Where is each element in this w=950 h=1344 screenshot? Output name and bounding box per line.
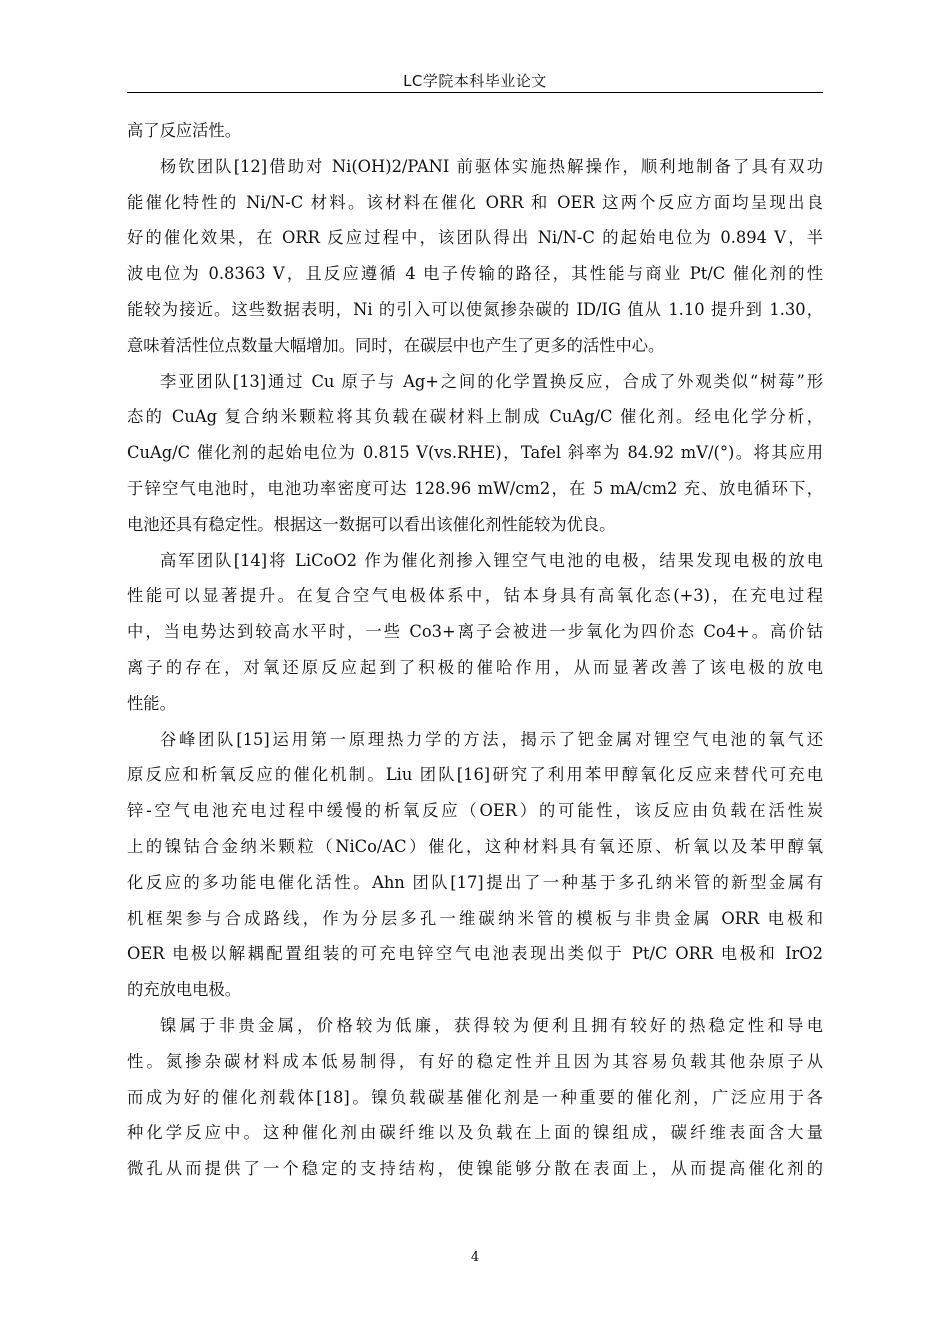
text-line: 好的催化效果，在 ORR 反应过程中，该团队得出 Ni/N-C 的起始电位为 0.894 V，半 bbox=[127, 228, 823, 248]
text-line: 性能。 bbox=[127, 693, 176, 713]
text-line: 高军团队[14]将 LiCoO2 作为催化剂掺入锂空气电池的电极，结果发现电极的放电 bbox=[160, 550, 823, 570]
text-line: 镍属于非贵金属，价格较为低廉，获得较为便利且拥有较好的热稳定性和导电 bbox=[160, 1015, 823, 1035]
text-line: 锌-空气电池充电过程中缓慢的析氧反应（OER）的可能性，该反应由负载在活性炭 bbox=[127, 801, 823, 821]
text-line: 谷峰团队[15]运用第一原理热力学的方法，揭示了钯金属对锂空气电池的氧气还 bbox=[160, 729, 823, 749]
text-line: 而成为好的催化剂载体[18]。镍负载碳基催化剂是一种重要的催化剂，广泛应用于各 bbox=[127, 1087, 823, 1107]
text-line: OER 电极以解耦配置组装的可充电锌空气电池表现出类似于 Pt/C ORR 电极和 IrO2 bbox=[127, 944, 823, 964]
text-line: 上的镍钴合金纳米颗粒（NiCo/AC）催化，这种材料具有氧还原、析氧以及苯甲醇氧 bbox=[127, 836, 823, 856]
body-text bbox=[127, 113, 823, 1187]
text-line: 原反应和析氧反应的催化机制。Liu 团队[16]研究了利用苯甲醇氧化反应来替代可充电 bbox=[127, 765, 823, 785]
text-line: 电池还具有稳定性。根据这一数据可以看出该催化剂性能较为优良。 bbox=[127, 514, 616, 534]
text-line: 态的 CuAg 复合纳米颗粒将其负载在碳材料上制成 CuAg/C 催化剂。经电化学分析， bbox=[127, 407, 823, 427]
running-header: LC学院本科毕业论文 bbox=[403, 72, 547, 90]
page-number: 4 bbox=[470, 1250, 480, 1265]
text-line: 于锌空气电池时，电池功率密度可达 128.96 mW/cm2，在 5 mA/cm2 充、放电循环下， bbox=[127, 478, 823, 498]
text-line: 意味着活性位点数量大幅增加。同时，在碳层中也产生了更多的活性中心。 bbox=[127, 335, 665, 355]
header-rule bbox=[127, 92, 823, 93]
text-line: 波电位为 0.8363 V，且反应遵循 4 电子传输的路径，其性能与商业 Pt/C 催化剂的性 bbox=[127, 264, 823, 284]
text-line: 种化学反应中。这种催化剂由碳纤维以及负载在上面的镍组成，碳纤维表面含大量 bbox=[127, 1123, 823, 1143]
text-line: 性。氮掺杂碳材料成本低易制得，有好的稳定性并且因为其容易负载其他杂原子从 bbox=[127, 1051, 823, 1071]
text-line: 能较为接近。这些数据表明，Ni 的引入可以使氮掺杂碳的 ID/IG 值从 1.10 提升到 1.30， bbox=[127, 299, 823, 319]
text-line: 李亚团队[13]通过 Cu 原子与 Ag+之间的化学置换反应，合成了外观类似“树莓”形 bbox=[160, 371, 823, 391]
text-line: CuAg/C 催化剂的起始电位为 0.815 V(vs.RHE)，Tafel 斜率为 84.92 mV/(°)。将其应用 bbox=[127, 443, 823, 463]
text-line: 化反应的多功能电催化活性。Ahn 团队[17]提出了一种基于多孔纳米管的新型金属有 bbox=[127, 872, 823, 892]
text-line: 离子的存在，对氧还原反应起到了积极的催哈作用，从而显著改善了该电极的放电 bbox=[127, 657, 823, 677]
text-line: 高了反应活性。 bbox=[127, 121, 241, 140]
text-line: 的充放电电极。 bbox=[127, 980, 241, 1000]
text-line: 中，当电势达到较高水平时，一些 Co3+离子会被进一步氧化为四价态 Co4+。高价钴 bbox=[127, 622, 823, 642]
text-line: 能催化特性的 Ni/N-C 材料。该材料在催化 ORR 和 OER 这两个反应方面均呈现出良 bbox=[127, 192, 823, 212]
text-line: 杨钦团队[12]借助对 Ni(OH)2/PANI 前驱体实施热解操作，顺利地制备了具有双功 bbox=[160, 156, 823, 176]
text-line: 微孔从而提供了一个稳定的支持结构，使镍能够分散在表面上，从而提高催化剂的 bbox=[127, 1159, 823, 1179]
text-line: 性能可以显著提升。在复合空气电极体系中，钴本身具有高氧化态(+3)，在充电过程 bbox=[127, 586, 823, 606]
text-line: 机框架参与合成路线，作为分层多孔一维碳纳米管的模板与非贵金属 ORR 电极和 bbox=[127, 908, 823, 928]
